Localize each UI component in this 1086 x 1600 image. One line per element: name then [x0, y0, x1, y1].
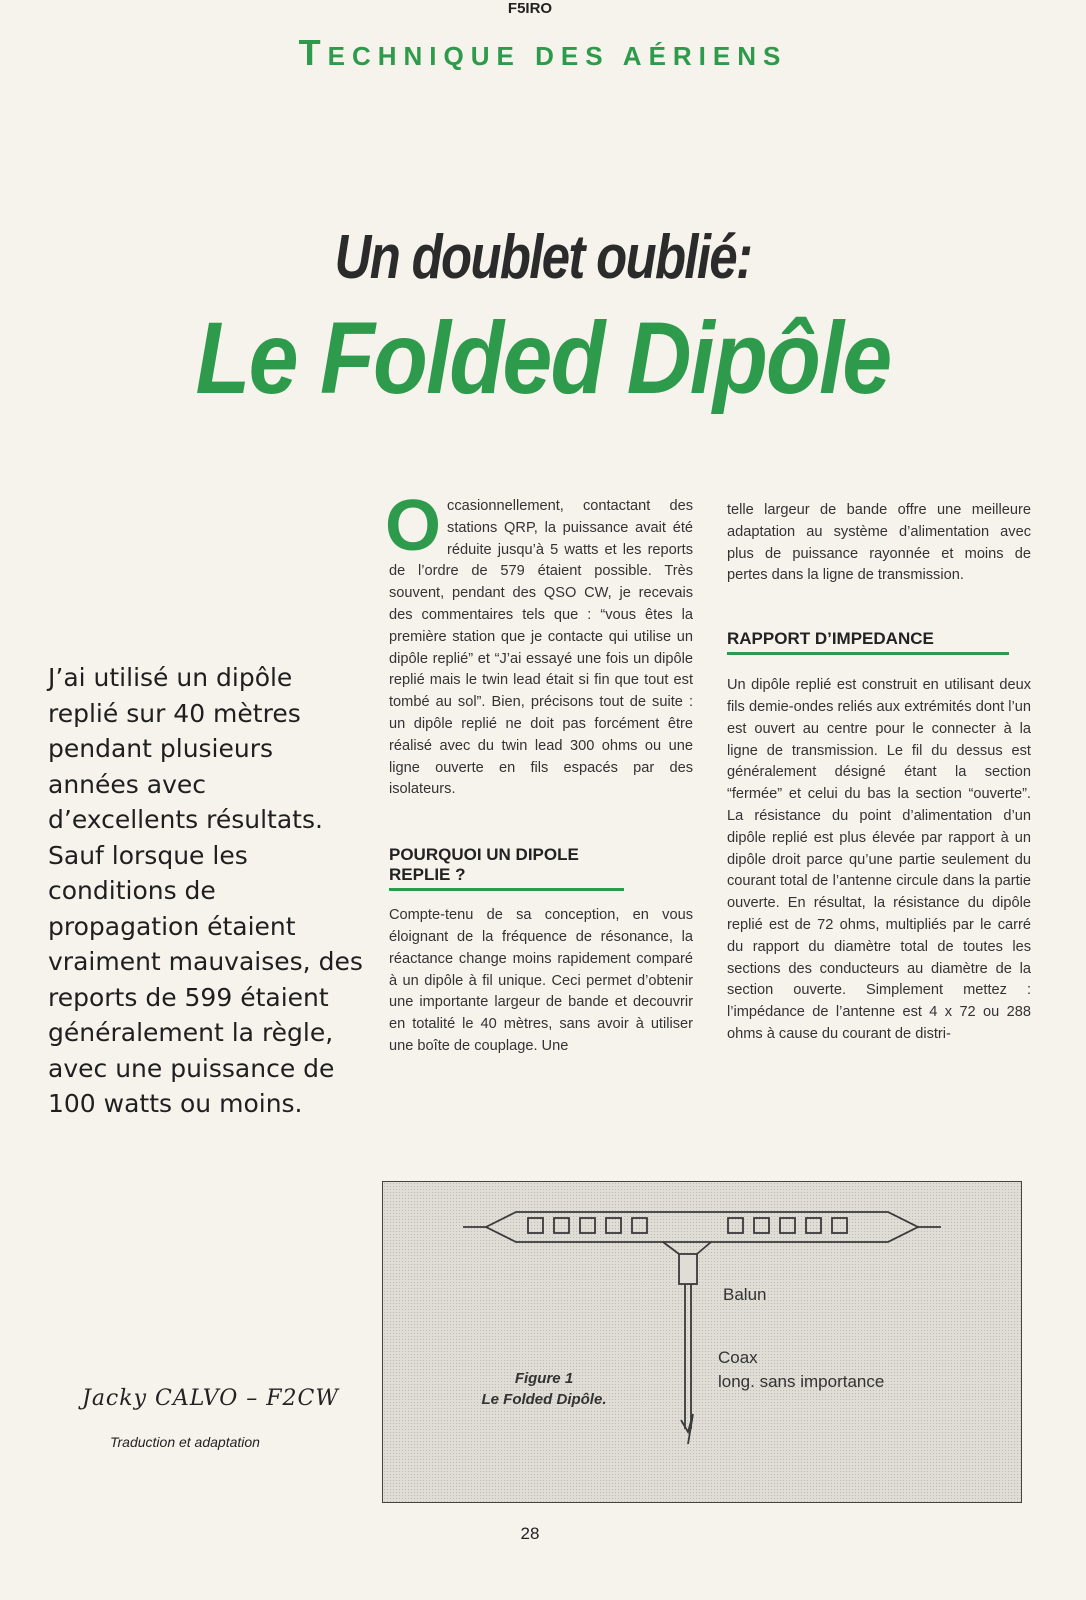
section-rest: ECHNIQUE DES AÉRIENS	[327, 41, 788, 71]
paragraph-intro-text: ccasionnellement, contactant des stations QRP, la puissance avait été réduite jusqu’à 5 watts et les reports de l’ordre de 579 étaient possible. Très souvent, pendant des QSO CW, je recevais des commentaires tels que : “vous êtes la première station que je contacte qui utilise un dipôle replié” et “J’ai essayé une fois un dipôle replié mais le twin lead était si fin que tout est tombé au sol”. Bien, précisons tout de suite : un dipôle replié ne doit pas forcément être réalisé avec du twin lead 300 ohms ou une ligne ouverte en fils espacés par des isolateurs.	[389, 498, 693, 798]
label-coax	[718, 1346, 884, 1394]
paragraph-pourquoi: Compte-tenu de sa conception, en vous éloignant de la fréquence de résonance, la réactance change moins rapidement comparé à un dipôle à fil unique. Ceci permet d’obtenir une importante largeur de bande et decouvrir en totalité le 40 mètres, sans avoir à utiliser une boîte de couplage. Une	[389, 907, 693, 1054]
title-line-1: Un doublet oublié:	[334, 223, 752, 292]
figure-caption-number: Figure 1	[514, 1370, 574, 1387]
coax-break	[681, 1414, 693, 1444]
feed-right	[697, 1242, 711, 1254]
figure-caption	[449, 1368, 639, 1410]
spacer-insulators	[528, 1218, 847, 1233]
paragraph-bandwidth: telle largeur de bande offre une meilleure adaptation au système d’alimentation avec plus de puissance rayonnée et moins de pertes dans la ligne de transmission.	[727, 502, 1031, 584]
section-initial: T	[298, 32, 328, 73]
column-1	[385, 486, 693, 1058]
section-heading	[0, 32, 1086, 74]
pull-quote: J’ai utilisé un dipôle replié sur 40 mètres pendant plusieurs années avec d’excellents résultats. Sauf lorsque les conditions de propagation étaient vraiment mauvaises, des reports de 599 étaient généralement la règle, avec une puissance de 100 watts ou moins.	[48, 663, 363, 1118]
title-line-2: Le Folded Dipôle	[195, 301, 891, 415]
folded-dipole-outline	[486, 1212, 918, 1242]
antenna-diagram	[383, 1182, 1021, 1502]
figure-caption-title: Le Folded Dipôle.	[481, 1391, 607, 1408]
header-tag: F5IRO	[507, 0, 553, 17]
subheading-impedance: RAPPORT D’IMPEDANCE	[727, 629, 1009, 655]
signature-subtitle: Traduction et adaptation	[110, 1434, 260, 1450]
figure-folded-dipole	[382, 1181, 1022, 1503]
label-coax-line2: long. sans importance	[718, 1372, 885, 1391]
paragraph-impedance: Un dipôle replié est construit en utilisant deux fils demie-ondes reliés aux extrémités dont l’un est ouvert au centre pour le connecter à la ligne de transmission. Le fil du dessus est généralement désigné étant la section “fermée” et celui du bas la section “ouverte”. La résistance du point d’alimentation d’un dipôle replié est plus élevée par rapport à un dipôle droit parce qu’une partie seulement du courant total de l’antenne circule dans la partie ouverte. En résultat, la résistance du dipôle replié est de 72 ohms, multipliés par le carré du rapport du diamètre total de toutes les sections des conducteurs au diamètre de la section ouverte. Simplement mettez : l’impédance de l’antenne est 4 x 72 ou 288 ohms à cause du courant de distri-	[727, 677, 1031, 1042]
label-coax-line1: Coax	[718, 1348, 758, 1367]
balun-box	[679, 1254, 697, 1284]
feed-left	[663, 1242, 679, 1254]
label-balun: Balun	[723, 1285, 767, 1304]
paragraph-intro	[385, 486, 693, 801]
subheading-pourquoi: POURQUOI UN DIPOLE REPLIE ?	[389, 845, 624, 891]
drop-cap: O	[385, 486, 442, 566]
column-2	[727, 500, 1031, 1046]
author-signature: Jacky CALVO – F2CW	[82, 1386, 339, 1411]
page-number: 28	[520, 1524, 540, 1543]
